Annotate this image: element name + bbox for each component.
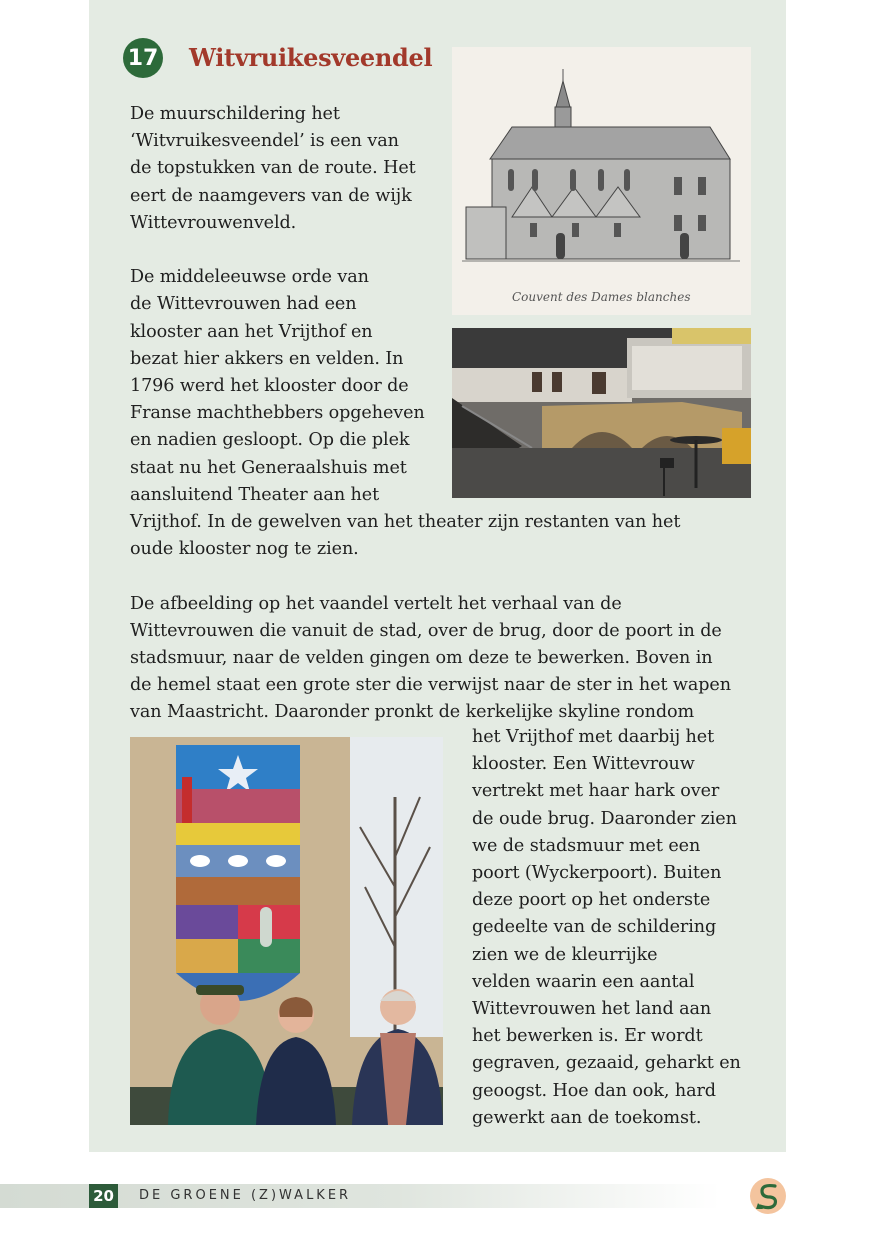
text-line: De afbeelding op het vaandel vertelt het verhaal van de — [130, 593, 622, 614]
text-line: geoogst. Hoe dan ook, hard — [472, 1080, 716, 1101]
text-line: aansluitend Theater aan het — [130, 484, 380, 505]
text-line: zien we de kleurrijke — [472, 944, 658, 965]
text-line: het Vrijthof met daarbij het — [472, 727, 715, 747]
footer-publication-name: DE GROENE (Z)WALKER — [139, 1188, 352, 1203]
text-line: de oude brug. Daaronder zien — [472, 808, 737, 829]
text-line: gedeelte van de schildering — [472, 917, 717, 938]
page-title: Witvruikesveendel — [189, 43, 433, 72]
text-line: oude klooster nog te zien. — [130, 539, 359, 560]
theater-vault-photo — [452, 328, 751, 498]
text-line: de hemel staat een grote ster die verwijst naar de ster in het wapen — [130, 675, 731, 696]
text-line: Wittevrouwen die vanuit de stad, over de brug, door de poort in de — [130, 620, 722, 641]
text-line: en nadien gesloopt. Op die plek — [130, 430, 410, 451]
text-line: deze poort op het onderste — [472, 890, 711, 911]
text-line: het bewerken is. Er wordt — [472, 1026, 703, 1047]
text-line: klooster. Een Wittevrouw — [472, 754, 695, 775]
text-line: bezat hier akkers en velden. In — [130, 348, 404, 369]
text-line: de Wittevrouwen had een — [130, 294, 357, 315]
text-line: Franse machthebbers opgeheven — [130, 403, 425, 424]
section-number-badge: 17 — [123, 38, 163, 78]
text-line: Wittevrouwen het land aan — [472, 999, 712, 1019]
text-line: De middeleeuwse orde van — [130, 267, 369, 288]
text-line: poort (Wyckerpoort). Buiten — [472, 863, 722, 883]
text-line: staat nu het Generaalshuis met — [130, 457, 407, 478]
page-number: 20 — [89, 1184, 118, 1208]
text-line: gegraven, gezaaid, geharkt en — [472, 1053, 741, 1074]
text-line: gewerkt aan de toekomst. — [472, 1107, 702, 1128]
mural-photo — [130, 737, 443, 1125]
text-line: klooster aan het Vrijthof en — [130, 321, 373, 342]
text-line: De muurschildering het — [130, 104, 340, 124]
text-line: vertrekt met haar hark over — [472, 781, 720, 802]
text-line: Vrijthof. In de gewelven van het theater zijn restanten van het — [130, 512, 681, 532]
sketch-caption: Couvent des Dames blanches — [512, 290, 691, 304]
text-line: we de stadsmuur met een — [472, 835, 701, 856]
text-line: stadsmuur, naar de velden gingen om deze te bewerken. Boven in — [130, 648, 713, 668]
convent-sketch-image — [452, 47, 751, 315]
text-line: 1796 werd het klooster door de — [130, 376, 409, 396]
text-line: velden waarin een aantal — [472, 971, 695, 992]
text-line: eert de naamgevers van de wijk — [130, 185, 412, 206]
text-line: Wittevrouwenveld. — [130, 212, 297, 233]
walker-logo-icon — [748, 1176, 788, 1216]
text-line: de topstukken van de route. Het — [130, 158, 416, 179]
text-line: van Maastricht. Daaronder pronkt de kerkelijke skyline rondom — [130, 702, 695, 723]
text-line: ‘Witvruikesveendel’ is een van — [130, 131, 399, 152]
